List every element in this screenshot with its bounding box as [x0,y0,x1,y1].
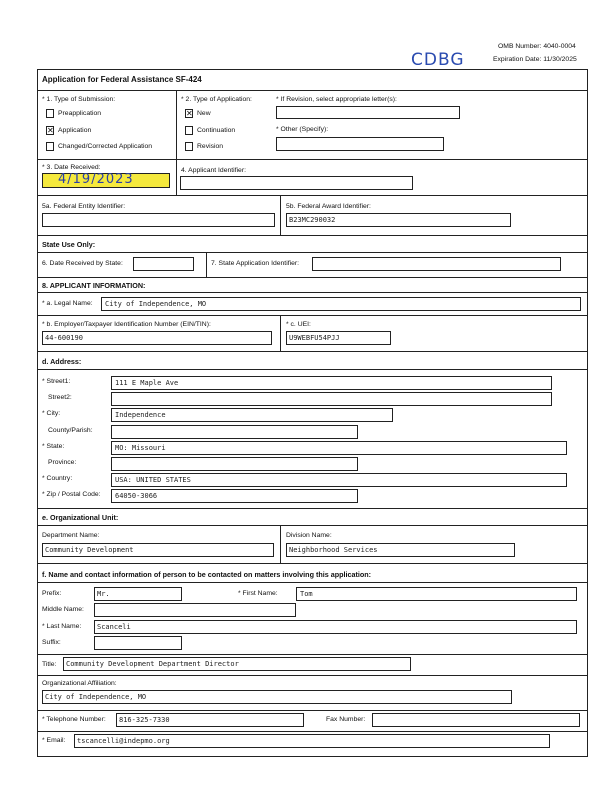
suffix-input[interactable] [94,636,182,650]
divider [37,710,588,711]
street2-input[interactable] [111,392,552,406]
handwritten-cdbg-tag: CDBG [411,50,465,70]
org-unit-heading: e. Organizational Unit: [42,513,119,522]
middle-name-label: Middle Name: [42,606,84,613]
zip-value: 64050-3066 [115,492,158,500]
county-input[interactable] [111,425,358,439]
phone-label: * Telephone Number: [42,716,106,723]
city-label: * City: [42,410,61,417]
revision-label: Revision [197,143,224,150]
divider [37,731,588,732]
city-value: Independence [115,411,166,419]
affiliation-label: Organizational Affiliation: [42,680,117,687]
new-checkbox[interactable]: ✕ [186,109,193,118]
divider [37,235,588,236]
federal-award-value: B23MC290032 [289,216,336,224]
federal-entity-label: 5a. Federal Entity Identifier: [42,203,126,210]
division-value: Neighborhood Services [289,546,378,554]
uei-label: * c. UEI: [286,321,311,328]
divider [37,252,588,253]
street2-label: Street2: [48,394,72,401]
first-name-input[interactable] [296,587,577,601]
phone-value: 816-325-7330 [119,716,170,724]
ein-value: 44-600190 [45,334,83,342]
last-name-value: Scanceli [97,623,131,631]
suffix-label: Suffix: [42,639,61,646]
divider [37,90,588,91]
first-name-label: * First Name: [238,590,278,597]
province-label: Province: [48,459,77,466]
email-label: * Email: [42,737,66,744]
department-label: Department Name: [42,532,100,539]
street1-value: 111 E Maple Ave [115,379,179,387]
affiliation-value: City of Independence, MO [45,693,147,701]
divider [37,292,588,293]
ein-label: * b. Employer/Taxpayer Identification Number (EIN/TIN): [42,321,211,328]
county-label: County/Parish: [48,427,93,434]
department-value: Community Development [45,546,134,554]
country-value: USA: UNITED STATES [115,476,191,484]
divider [37,525,588,526]
division-label: Division Name: [286,532,332,539]
state-label: * State: [42,443,65,450]
divider [37,277,588,278]
last-name-label: * Last Name: [42,623,82,630]
divider [37,508,588,509]
application-label: Application [58,127,92,134]
federal-entity-input[interactable] [42,213,275,227]
divider [280,525,281,563]
divider [37,563,588,564]
divider [37,351,588,352]
changed-application-checkbox[interactable] [46,142,54,151]
fax-input[interactable] [372,713,580,727]
divider [37,654,588,655]
federal-award-label: 5b. Federal Award Identifier: [286,203,371,210]
applicant-info-heading: 8. APPLICANT INFORMATION: [42,281,146,290]
divider [176,159,177,195]
other-specify-label: * Other (Specify): [276,126,329,133]
divider [37,159,588,160]
state-app-id-label: 7. State Application Identifier: [211,260,300,267]
divider [37,195,588,196]
zip-label: * Zip / Postal Code: [42,491,101,498]
divider [280,315,281,351]
continuation-checkbox[interactable] [185,126,193,135]
title-label: Title: [42,661,57,668]
divider [280,195,281,235]
application-checkbox[interactable]: ✕ [47,126,54,135]
date-received-state-input[interactable] [133,257,194,271]
date-received-label: * 3. Date Received: [42,164,101,171]
divider [37,582,588,583]
applicant-identifier-label: 4. Applicant Identifier: [181,167,246,174]
revision-letter-input[interactable] [276,106,460,119]
divider [37,369,588,370]
state-select[interactable] [111,441,567,455]
changed-application-label: Changed/Corrected Application [58,143,153,150]
preapplication-checkbox[interactable] [46,109,54,118]
other-specify-input[interactable] [276,137,444,151]
revision-checkbox[interactable] [185,142,193,151]
legal-name-label: * a. Legal Name: [42,300,93,307]
legal-name-value: City of Independence, MO [105,300,207,308]
country-label: * Country: [42,475,73,482]
divider [37,315,588,316]
prefix-value: Mr. [97,590,110,598]
last-name-input[interactable] [94,620,577,634]
province-input[interactable] [111,457,358,471]
uei-value: U9WEBFU54PJJ [289,334,340,342]
email-value: tscancelli@indepmo.org [77,737,170,745]
submission-type-label: * 1. Type of Submission: [42,96,116,103]
state-value: MO: Missouri [115,444,166,452]
contact-heading: f. Name and contact information of person to be contacted on matters involving this application: [42,570,372,579]
divider [176,90,177,159]
form-title: Application for Federal Assistance SF-424 [42,75,202,84]
application-type-label: * 2. Type of Application: [181,96,252,103]
prefix-label: Prefix: [42,590,62,597]
new-label: New [197,110,211,117]
divider [37,675,588,676]
state-app-id-input[interactable] [312,257,561,271]
applicant-identifier-input[interactable] [180,176,413,190]
preapplication-label: Preapplication [58,110,102,117]
omb-number: OMB Number: 4040-0004 [498,43,576,50]
state-use-heading: State Use Only: [42,240,96,249]
fax-label: Fax Number: [326,716,366,723]
middle-name-input[interactable] [94,603,296,617]
street1-label: * Street1: [42,378,71,385]
first-name-value: Tom [300,590,313,598]
date-received-state-label: 6. Date Received by State: [42,260,123,267]
date-received-value: 4/19/2023 [58,172,134,187]
address-heading: d. Address: [42,357,82,366]
title-value: Community Development Department Director [66,660,239,668]
continuation-label: Continuation [197,127,236,134]
expiration-date: Expiration Date: 11/30/2025 [493,56,577,63]
revision-letter-label: * If Revision, select appropriate letter(s): [276,96,397,103]
divider [206,252,207,277]
